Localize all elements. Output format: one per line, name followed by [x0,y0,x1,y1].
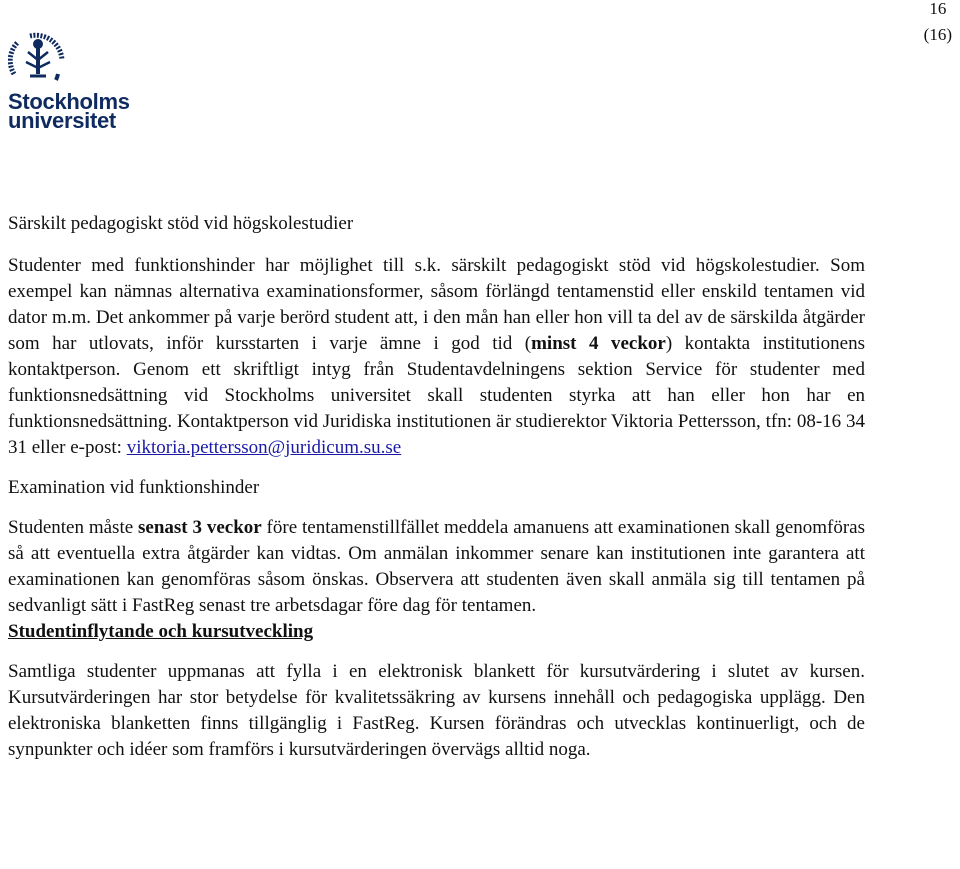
exam-text-2: före tentamenstillfället meddela amanuens att examinationen skall genomföras så att eventuella extra åtgärder kan vidtas. Om anmälan inkommer senare kan institutionen inte garantera att examinationen kan genomföras såsom önskas. Observera att studenten även skall anmäla sig till tentamen på sedvanligt sätt i FastReg senast tre arbetsdagar före dag för tentamen. [8,517,866,616]
exam-deadline: senast 3 veckor [138,517,262,538]
exam-text-1: Studenten måste [8,517,139,538]
support-paragraph [8,253,865,461]
logo-line-2: universitet [8,108,116,133]
logo-wordmark [8,89,130,133]
university-logo [8,30,130,134]
page-number-current: 16 [929,0,947,18]
exam-heading: Examination vid funktionshinder [8,477,260,498]
support-deadline: minst 4 veckor [531,333,666,354]
influence-paragraph: Samtliga studenter uppmanas att fylla i en elektronisk blankett för kursutvärdering i slutet av kursen. Kursutvärderingen har stor betydelse för kvalitetssäkring av kursens innehåll och pedagogiska upplägg. Den elektroniska blanketten finns tillgänglig i FastReg. Kursen förändras och utvecklas kontinuerligt, och de synpunkter och idéer som framförs i kursutvärderingen övervägs alltid noga. [8,661,865,760]
page-number-total: (16) [923,25,952,44]
support-text-2: ) kontakta institutionens kontaktperson. Genom ett skriftligt intyg från Studentavdelningens sektion Service för studenter med funktionsnedsättning vid Stockholms universitet skall studenten styrka att han eller hon har en funktionsnedsättning. Kontaktperson vid Juridiska institutionen är studierektor Viktoria Pettersson, tfn: 08-16 34 31 eller e-post: [8,333,865,458]
page-number [924,0,952,48]
contact-email-link[interactable]: viktoria.pettersson@juridicum.su.se [126,437,402,458]
seal-icon [8,30,68,90]
intro-heading: Särskilt pedagogiskt stöd vid högskolestudier [8,213,354,234]
support-text-1: Studenter med funktionshinder har möjlighet till s.k. särskilt pedagogiskt stöd vid högskolestudier. Som exempel kan nämnas alternativa examinationsformer, såsom förlängd tentamenstid eller enskild tentamen vid dator m.m. Det ankommer på varje berörd student att, i den mån han eller hon vill ta del av de särskilda åtgärder som har utlovats, inför kursstarten i varje ämne i god tid ( [8,255,865,354]
exam-paragraph [8,515,865,619]
influence-heading: Studentinflytande och kursutveckling [8,621,314,642]
document-body [8,211,865,763]
logo-line-1: Stockholms [8,89,130,114]
